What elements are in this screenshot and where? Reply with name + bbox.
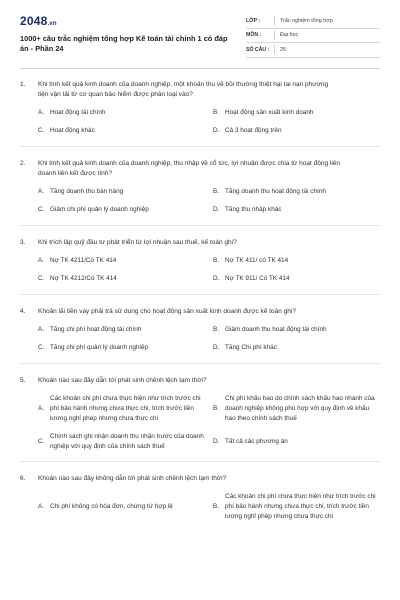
- answer-option[interactable]: [38, 274, 205, 284]
- option-text: Hoạt động sản xuất kinh doanh: [225, 109, 314, 117]
- meta-value: Đại học: [280, 32, 299, 39]
- document-meta: [246, 14, 380, 58]
- option-letter: A.: [38, 188, 45, 196]
- answer-option[interactable]: [213, 325, 380, 335]
- question-3: [20, 238, 380, 295]
- meta-row-class: [246, 14, 380, 29]
- option-text: Hoạt động tài chính: [50, 109, 106, 117]
- answer-option[interactable]: [38, 492, 205, 522]
- logo-suffix: .vn: [47, 21, 57, 27]
- answer-options: [20, 256, 380, 284]
- answer-option[interactable]: [213, 256, 380, 266]
- option-letter: C.: [38, 206, 45, 214]
- option-text: Chi phí khấu hao do chính sách khấu hao nhanh của doanh nghiệp không phù hợp với quy định về khấu hao theo chính sách thuế: [225, 394, 375, 422]
- option-text: Các khoản chi phí chưa thực hiện như trích trước chi phí bảo hành nhưng chưa thực chi, trích trước tiền lương nghỉ phép nhưng chưa thực chi: [50, 394, 201, 422]
- option-text: Tất cả các phương án: [225, 437, 288, 445]
- question-text-row: [20, 238, 380, 248]
- option-text: Hoạt động khác: [50, 127, 95, 135]
- question-list: [20, 80, 380, 534]
- meta-separator: [274, 16, 275, 25]
- option-text: Tăng Chi phí khác: [225, 343, 277, 351]
- option-letter: D.: [213, 274, 220, 282]
- option-text: Chính sách ghi nhận doanh thu nhận trước của doanh nghiệp với quy định của chính sách thuế: [50, 432, 204, 450]
- meta-label: SỐ CÂU :: [246, 46, 270, 53]
- meta-value: 25: [280, 46, 286, 53]
- answer-options: [20, 325, 380, 353]
- option-letter: B.: [213, 109, 220, 117]
- meta-value: Trắc nghiệm tổng hợp: [280, 17, 333, 24]
- option-letter: D.: [213, 437, 220, 445]
- option-letter: B.: [213, 404, 220, 412]
- question-text-row: [20, 80, 380, 100]
- option-text: Tăng chi phí quản lý doanh nghiệp: [50, 343, 149, 351]
- question-text: Khi tính kết quả kinh doanh của doanh nghiệp, thu nhập về cổ tức, lợi nhuận được chia từ hoạt động liên doanh liên kết được tính?: [38, 159, 341, 178]
- option-letter: B.: [213, 257, 220, 264]
- option-text: Giảm doanh thu hoạt động tài chính: [225, 325, 327, 333]
- option-letter: A.: [38, 325, 45, 333]
- answer-option[interactable]: [213, 343, 380, 353]
- meta-label: MÔN :: [246, 32, 262, 39]
- option-letter: D.: [213, 127, 220, 135]
- question-divider: [20, 146, 380, 147]
- option-letter: B.: [213, 325, 220, 333]
- answer-options: [20, 187, 380, 215]
- answer-option[interactable]: [213, 126, 380, 136]
- option-letter: B.: [213, 503, 220, 511]
- option-letter: C.: [38, 343, 45, 351]
- meta-row-subject: [246, 29, 380, 44]
- option-letter: D.: [213, 343, 220, 351]
- logo-main: 2048: [20, 14, 48, 28]
- answer-options: [20, 108, 380, 136]
- question-number: 6.: [20, 475, 26, 483]
- question-5: [20, 376, 380, 463]
- answer-option[interactable]: [38, 432, 205, 452]
- answer-option[interactable]: [38, 343, 205, 353]
- meta-separator: [274, 45, 275, 54]
- option-text: Tăng doanh thu hoạt động tài chính: [225, 188, 326, 196]
- meta-row-count: [246, 43, 380, 58]
- option-letter: C.: [38, 127, 45, 135]
- option-text: Nợ TK 911/ Có TK 414: [225, 274, 290, 282]
- question-text: Khoản nào sau đây dẫn tới phát sinh chênh lệch tạm thời?: [38, 376, 207, 384]
- answer-options: [20, 394, 380, 452]
- question-text-row: [20, 307, 380, 317]
- option-text: Nợ TK 411/ có TK 414: [225, 257, 289, 264]
- option-text: Cả 3 hoạt động trên: [225, 127, 282, 135]
- answer-option[interactable]: [38, 325, 205, 335]
- meta-label: LỚP :: [246, 17, 261, 24]
- question-text-row: [20, 159, 380, 179]
- document-header: [20, 12, 380, 56]
- question-number: 2.: [20, 159, 26, 167]
- option-letter: A.: [38, 109, 45, 117]
- option-text: Chi phí không có hóa đơn, chứng từ hợp lệ: [50, 503, 173, 511]
- question-4: [20, 307, 380, 364]
- question-2: [20, 159, 380, 226]
- answer-option[interactable]: [213, 108, 380, 118]
- meta-separator: [274, 31, 275, 40]
- question-number: 5.: [20, 376, 26, 384]
- answer-option[interactable]: [38, 108, 205, 118]
- question-number: 1.: [20, 81, 26, 88]
- question-text: Khi trích lập quỹ đầu tư phát triển từ lợi nhuận sau thuế, kế toán ghi?: [38, 238, 237, 246]
- question-text: Khoản nào sau đây không dẫn tới phát sinh chênh lệch tạm thời?: [38, 475, 227, 483]
- option-text: Tăng doanh thu bán hàng: [50, 188, 124, 196]
- option-text: Tăng thu nhập khác: [225, 206, 282, 214]
- answer-option[interactable]: [213, 205, 380, 215]
- question-text: Khoản lãi tiền vay phải trả sử dụng cho hoạt động sản xuất kinh doanh được kế toán ghi?: [38, 307, 296, 315]
- option-letter: A.: [38, 404, 45, 412]
- answer-option[interactable]: [38, 256, 205, 266]
- question-text-row: [20, 474, 380, 484]
- option-letter: D.: [213, 206, 220, 214]
- header-divider: [20, 68, 380, 69]
- answer-options: [20, 492, 380, 522]
- answer-option[interactable]: [213, 274, 380, 284]
- question-1: [20, 80, 380, 147]
- answer-option[interactable]: [213, 432, 380, 452]
- answer-option[interactable]: [38, 394, 205, 424]
- option-text: Nợ TK 4212/Có TK 414: [50, 274, 117, 282]
- answer-option[interactable]: [213, 187, 380, 197]
- option-text: Giảm chi phí quản lý doanh nghiệp: [50, 206, 149, 214]
- option-letter: C.: [38, 274, 45, 282]
- answer-option[interactable]: [213, 394, 380, 424]
- question-text: Khi tính kết quả kinh doanh của doanh nghiệp, một khoản thu về bồi thường thiệt hại tai nạn phương tiện vận tải từ cơ quan bảo hiểm được phân loại vào?: [38, 81, 329, 99]
- option-letter: A.: [38, 257, 45, 264]
- question-divider: [20, 363, 380, 364]
- question-divider: [20, 225, 380, 226]
- site-logo[interactable]: [20, 14, 57, 28]
- question-text-row: [20, 376, 380, 386]
- option-letter: C.: [38, 437, 45, 445]
- option-letter: B.: [213, 188, 220, 196]
- question-divider: [20, 461, 380, 462]
- option-letter: A.: [38, 503, 45, 511]
- answer-option[interactable]: [38, 205, 205, 215]
- question-number: 4.: [20, 307, 26, 315]
- answer-option[interactable]: [213, 492, 380, 522]
- answer-option[interactable]: [38, 187, 205, 197]
- document-title: 1000+ câu trắc nghiệm tổng hợp Kế toán tài chính 1 có đáp án - Phần 24: [20, 34, 228, 53]
- option-text: Tăng chi phí hoạt động tài chính: [50, 325, 142, 333]
- question-6: [20, 474, 380, 522]
- question-number: 3.: [20, 238, 26, 246]
- option-text: Nợ TK 4211/Có TK 414: [50, 257, 117, 264]
- answer-option[interactable]: [38, 126, 205, 136]
- option-text: Các khoản chi phí chưa thực hiện như trích trước chi phí bảo hành nhưng chưa thực chi, trích trước tiền lương nghỉ phép nhưng chưa thực chi: [225, 493, 376, 521]
- question-divider: [20, 294, 380, 295]
